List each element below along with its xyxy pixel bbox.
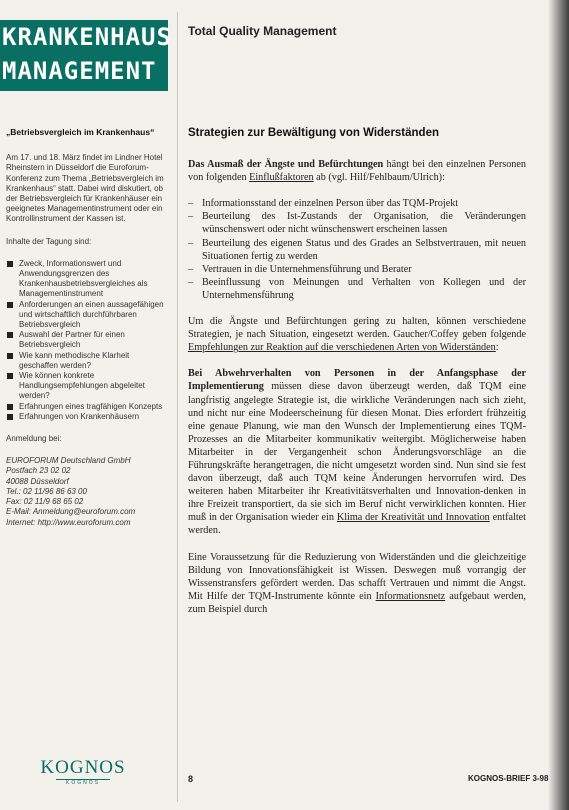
logo-line-1: KRANKENHAUS (2, 23, 172, 51)
contact-postbox: Postfach 23 02 02 (6, 466, 71, 476)
contact-phone: Tel.: 02 11/96 86 63 00 (6, 486, 87, 496)
paragraph-lead: Das Ausmaß der Ängste und Befürchtungen (188, 159, 384, 171)
list-item: – Beeinflussung von Meinungen und Verhalten von Kollegen und der Unternehmensführung (188, 276, 526, 302)
underlined-term: Informationsnetz (375, 590, 446, 602)
paragraph-influence-factors (188, 158, 526, 184)
kognos-wordmark: KOGNOS (40, 757, 126, 778)
paragraph-lead: Bei Abwehrverhalten von Personen in der Anfangsphase der Implementierung (188, 368, 526, 393)
list-item: Zweck, Informationswert und Anwendungsgrenzen des Krankenhausbetriebsvergleiches als Managementinstrument (6, 259, 166, 300)
magazine-logo (0, 20, 172, 91)
paragraph-text: müssen diese davon überzeugt werden, daß TQM eine langfristig angelegte Strategie ist, die wirkliche Veränderungen nach sich zieht, und nicht nur eine Modeerscheinung für diesen Monat. Dies erfordert frühzeitig eine genaue Planung, wie man den Wunsch der Implementierung eines TQM-Prozesses an die Mitarbeiter kommunikativ weitergibt. Möglicherweise haben Mitarbeiter in der Vergangenheit schon Änderungsvorschläge an die Führungskräfte herangetragen, die nicht umgesetzt worden sind. Nun sind sie fest davon überzeugt, daß auch TQM keine Änderungen hervorrufen wird. Des weiteren haben Mitarbeiter ihr Kreativitätsverhalten und Innovation-denken in ihre Freizeit transportiert, da sie sich im Beruf nicht verwirklichen konnten. Hier muß in der Organisation wieder ein (188, 381, 526, 524)
contact-city: 40088 Düsseldorf (6, 476, 69, 486)
list-item: – Informationsstand der einzelnen Person über das TQM-Projekt (188, 197, 526, 210)
list-item: – Vertrauen in die Unternehmensführung und Berater (188, 263, 526, 276)
contact-email: E-Mail: Anmeldung@euroforum.com (6, 507, 136, 517)
logo-line-2: MANAGEMENT (2, 57, 157, 85)
page-number: 8 (188, 774, 194, 784)
underlined-term: Klima der Kreativität und Innovation (336, 512, 490, 524)
paragraph-text: Eine Voraussetzung für die Reduzierung von Widerständen und die gleichzeitige Bildung von Innovationsfähigkeit ist Wissen. Deswegen muß vorrangig der Wissenstransfers gefördert werden. Das schafft Vertrauen und nimmt die Angst. Mit Hilfe der TQM-Instrumente könnte ein (188, 551, 526, 602)
paragraph-knowledge (188, 551, 526, 616)
paragraph-text: hängt bei den einzelnen Personen von folgenden (188, 159, 526, 184)
section-title: Strategien zur Bewältigung von Widerständen (188, 127, 440, 139)
issue-label: KOGNOS-BRIEF 3-98 (468, 774, 549, 783)
sidebar-register-label: Anmeldung bei: (6, 434, 62, 444)
paragraph-text: aufgebaut werden, zum Beispiel durch (188, 590, 526, 615)
paragraph-text: ab (vgl. Hilf/Fehlbaum/Ulrich): (313, 172, 445, 184)
page-header-title: Total Quality Management (188, 24, 337, 38)
paragraph-text: entfaltet werden. (188, 512, 527, 537)
contact-block (6, 456, 166, 527)
list-item: Auswahl der Partner für einen Betriebsvergleich (6, 330, 166, 350)
sidebar-intro: Am 17. und 18. März findet im Lindner Hotel Rheinstern in Düsseldorf die Euroforum-Konferenz zum Thema „Betriebsvergleich im Krankenhaus“ statt. Dabei wird diskutiert, ob der Betriebsvergleich für Krankenhäuser ein geeignetes Managementinstrument oder ein Kontrollinstrument der Kassen ist. (6, 153, 164, 224)
underlined-term: Empfehlungen zur Reaktion auf die verschiedenen Arten von Widerständen (188, 342, 496, 354)
list-item: Wie können konkrete Handlungsempfehlungen abgeleitet werden? (6, 371, 166, 402)
contact-website: Internet: http://www.euroforum.com (6, 517, 131, 527)
paragraph-text: Um die Ängste und Befürchtungen gering zu halten, können verschiedene Strategien, je nach Situation, eingesetzt werden. Gaucher/Coffey geben folgende (188, 316, 526, 341)
sidebar-topic-list (6, 259, 166, 422)
column-divider (177, 12, 178, 802)
contact-company: EUROFORUM Deutschland GmbH (6, 456, 131, 466)
list-item: – Beurteilung des eigenen Status und des Grades an Selbstvertrauen, mit neuen Situationen fertig zu werden (188, 237, 526, 263)
kognos-logo (38, 758, 128, 786)
influence-factor-list (188, 197, 526, 302)
list-item: – Beurteilung des Ist-Zustands der Organisation, die Veränderungen wünschenswert oder nicht wünschenswert erscheinen lassen (188, 210, 526, 236)
sidebar-column (6, 127, 166, 528)
underlined-term: Einflußfaktoren (249, 172, 314, 184)
list-item: Anforderungen an einen aussagefähigen und wirtschaftlich durchführbaren Betriebsvergleich (6, 300, 166, 331)
kognos-subline: KOGNOS (56, 779, 110, 786)
sidebar-title: „Betriebsvergleich im Krankenhaus“ (6, 127, 155, 137)
paragraph-defensive-behaviour (188, 367, 526, 537)
main-column (188, 127, 526, 629)
list-item: Wie kann methodische Klarheit geschaffen werden? (6, 351, 166, 371)
contact-fax: Fax: 02 11/9 68 65 02 (6, 497, 84, 507)
list-item: Erfahrungen eines tragfähigen Konzepts (6, 402, 166, 412)
list-item: Erfahrungen von Krankenhäusern (6, 412, 166, 422)
paragraph-text: : (495, 342, 499, 354)
sidebar-topics-label: Inhalte der Tagung sind: (6, 236, 92, 246)
paragraph-strategies (188, 315, 526, 354)
scan-edge-shadow (548, 0, 569, 810)
